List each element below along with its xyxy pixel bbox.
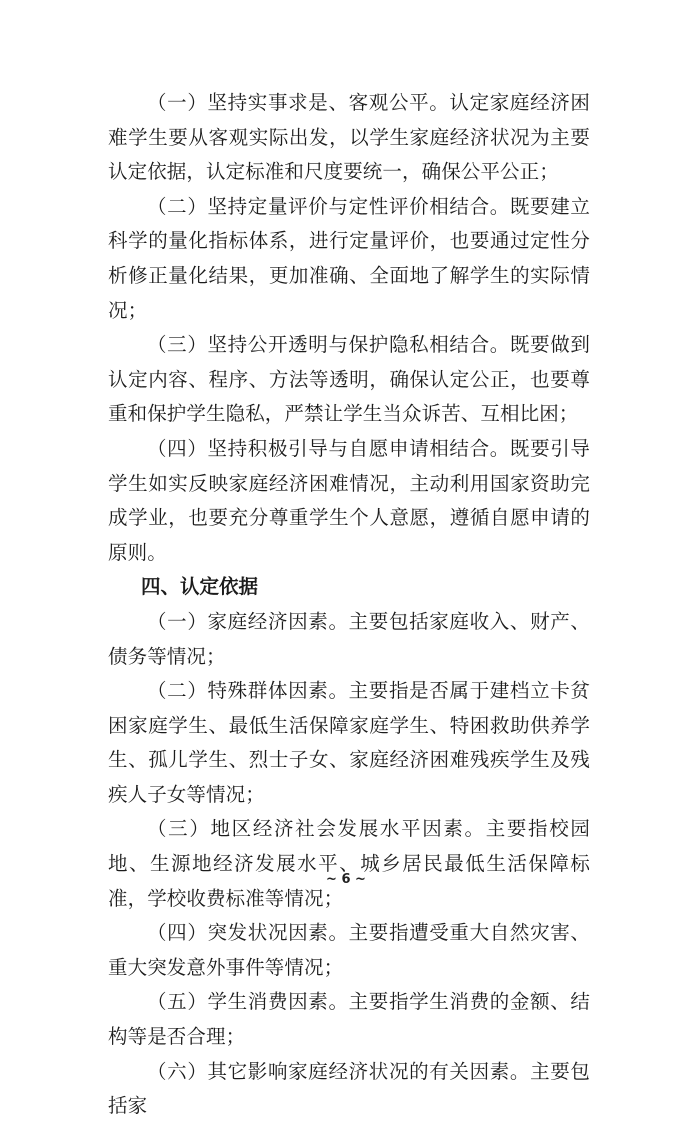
basis-paragraph-5: （五）学生消费因素。主要指学生消费的金额、结构等是否合理；	[108, 990, 590, 1049]
basis-paragraph-1: （一）家庭经济因素。主要包括家庭收入、财产、债务等情况；	[108, 609, 590, 668]
principle-paragraph-4: （四）坚持积极引导与自愿申请相结合。既要引导学生如实反映家庭经济困难情况，主动利用国家资助完成学业，也要充分尊重学生个人意愿，遵循自愿申请的原则。	[108, 436, 590, 564]
principle-paragraph-2: （二）坚持定量评价与定性评价相结合。既要建立科学的量化指标体系，进行定量评价，也要通过定性分析修正量化结果，更加准确、全面地了解学生的实际情况；	[108, 194, 590, 322]
basis-paragraph-6: （六）其它影响家庭经济状况的有关因素。主要包括家	[108, 1059, 590, 1118]
basis-paragraph-2: （二）特殊群体因素。主要指是否属于建档立卡贫困家庭学生、最低生活保障家庭学生、特困救助供养学生、孤儿学生、烈士子女、家庭经济困难残疾学生及残疾人子女等情况；	[108, 679, 590, 806]
document-body	[108, 86, 590, 1124]
section-heading: 四、认定依据	[141, 575, 259, 599]
basis-paragraph-4: （四）突发状况因素。主要指遭受重大自然灾害、重大突发意外事件等情况；	[108, 921, 590, 979]
basis-paragraph-3: （三）地区经济社会发展水平因素。主要指校园地、生源地经济发展水平、城乡居民最低生活保障标准，学校收费标准等情况；	[108, 817, 590, 910]
principle-paragraph-3: （三）坚持公开透明与保护隐私相结合。既要做到认定内容、程序、方法等透明，确保认定公正，也要尊重和保护学生隐私，严禁让学生当众诉苦、互相比困；	[108, 333, 590, 426]
principle-paragraph-1: （一）坚持实事求是、客观公平。认定家庭经济困难学生要从客观实际出发，以学生家庭经济状况为主要认定依据，认定标准和尺度要统一，确保公平公正；	[108, 91, 590, 184]
page-number: ~ 6 ~	[326, 872, 366, 887]
